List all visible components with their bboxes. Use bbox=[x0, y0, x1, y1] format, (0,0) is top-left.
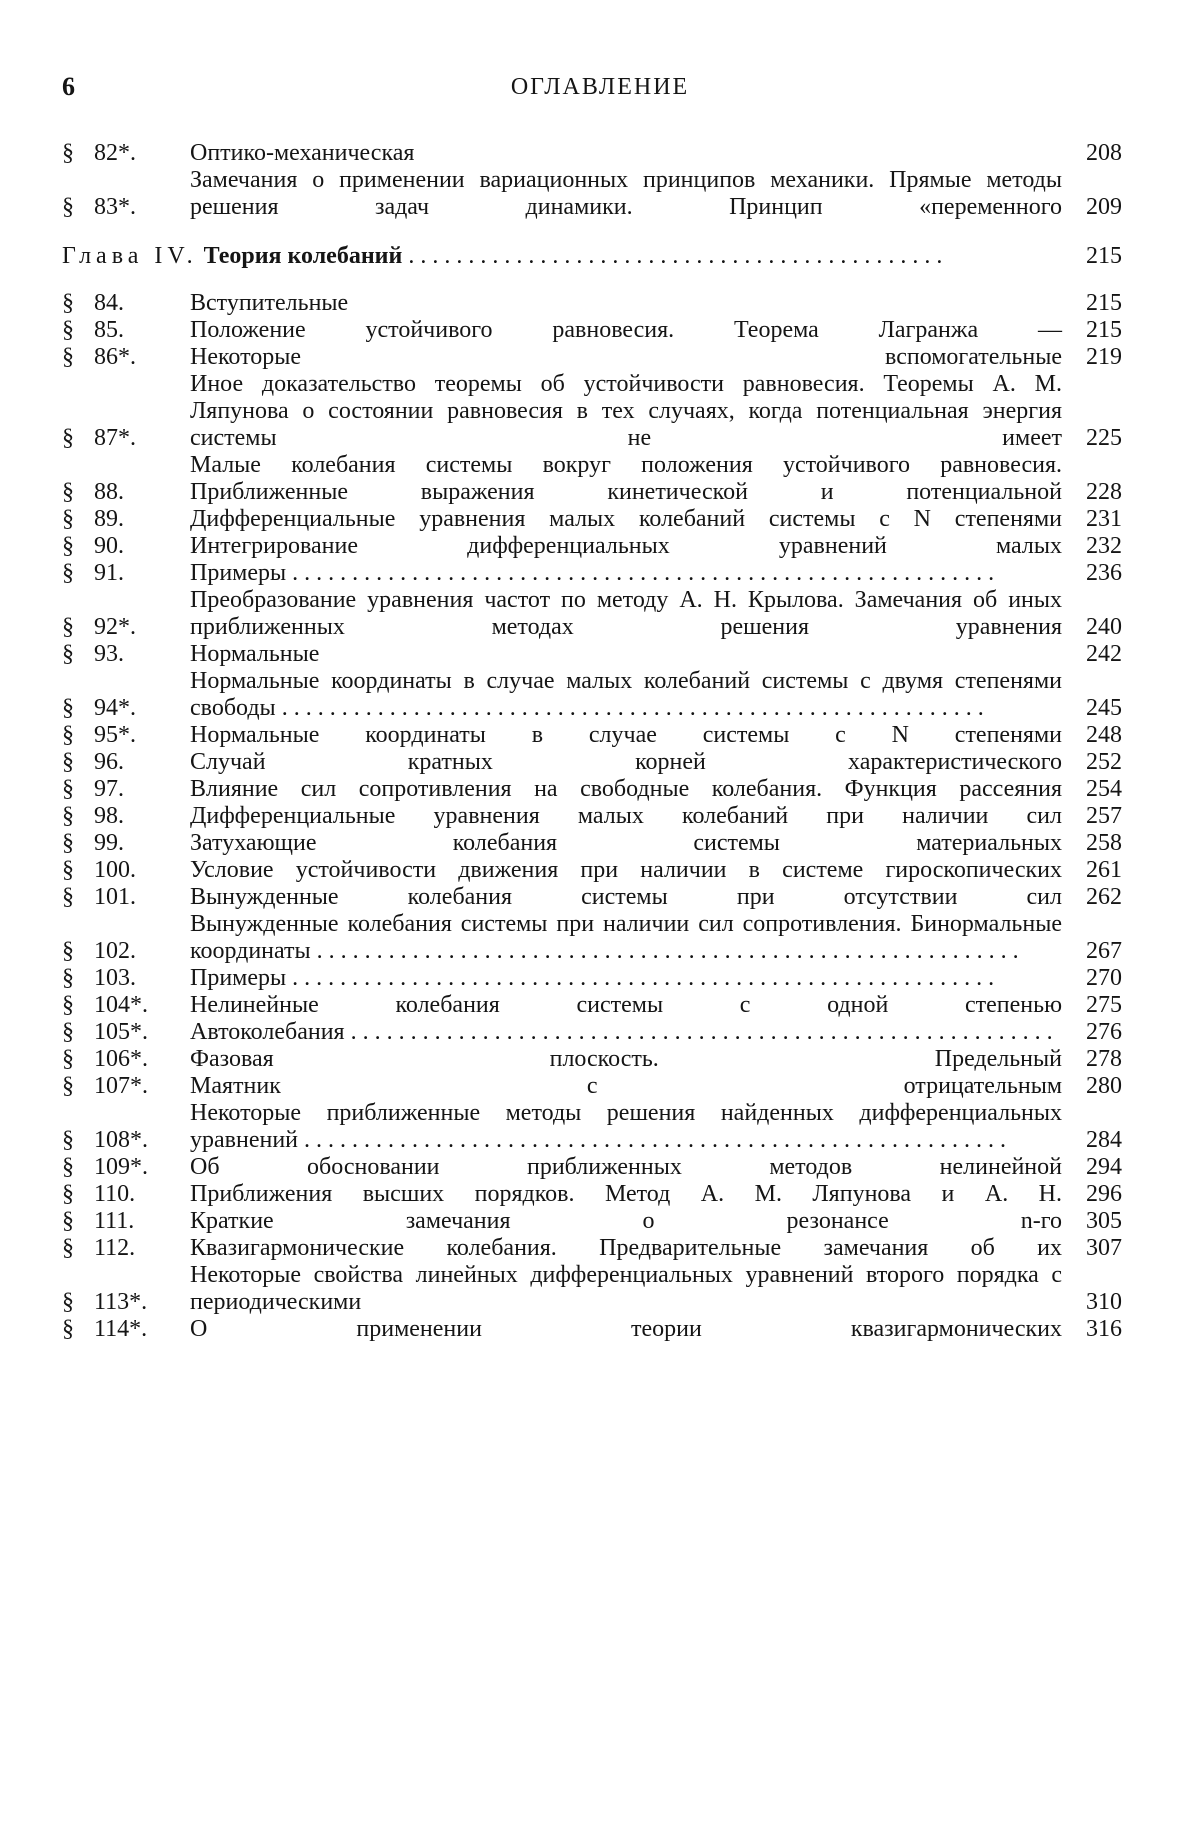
toc-entry bbox=[62, 1019, 1122, 1046]
page-ref: 225 bbox=[1086, 425, 1122, 451]
section-title: Вынужденные колебания системы при отсутствии сил . . . bbox=[190, 884, 1066, 911]
section-number: 88. bbox=[94, 479, 124, 505]
section-mark: § bbox=[62, 290, 74, 316]
section-mark: § bbox=[62, 1073, 74, 1099]
page-ref: 219 bbox=[1086, 344, 1122, 370]
section-mark: § bbox=[62, 1046, 74, 1072]
toc-entry bbox=[62, 1154, 1122, 1181]
toc-entry bbox=[62, 533, 1122, 560]
section-title: Нормальные координаты в случае системы с N степенями . . . bbox=[190, 722, 1066, 749]
toc-entry bbox=[62, 506, 1122, 533]
section-number: 99. bbox=[94, 830, 124, 856]
page-ref: 275 bbox=[1086, 992, 1122, 1018]
page-ref: 245 bbox=[1086, 695, 1122, 721]
section-mark: § bbox=[62, 695, 74, 721]
section-title: Условие устойчивости движения при наличии в системе гироскопических . . . bbox=[190, 857, 1066, 884]
chapter-page: 215 bbox=[1086, 243, 1122, 269]
section-number: 102. bbox=[94, 938, 136, 964]
toc-entry bbox=[62, 1208, 1122, 1235]
section-mark: § bbox=[62, 938, 74, 964]
section-mark: § bbox=[62, 776, 74, 802]
toc-entry bbox=[62, 776, 1122, 803]
page-ref: 232 bbox=[1086, 533, 1122, 559]
section-mark: § bbox=[62, 965, 74, 991]
section-mark: § bbox=[62, 1316, 74, 1342]
page-ref: 280 bbox=[1086, 1073, 1122, 1099]
section-number: 101. bbox=[94, 884, 136, 910]
section-title: Преобразование уравнения частот по методу А. Н. Крылова. Замечания об иных приближенных методах решения уравнения . . . bbox=[190, 587, 1066, 641]
section-mark: § bbox=[62, 344, 74, 370]
section-number: 98. bbox=[94, 803, 124, 829]
toc-entry bbox=[62, 965, 1122, 992]
toc-entry bbox=[62, 587, 1122, 641]
section-mark: § bbox=[62, 1208, 74, 1234]
section-title: Об обосновании приближенных методов нелинейной . . . bbox=[190, 1154, 1066, 1181]
toc-entry bbox=[62, 1181, 1122, 1208]
toc-entry bbox=[62, 1262, 1122, 1316]
section-number: 114*. bbox=[94, 1316, 148, 1342]
section-number: 105*. bbox=[94, 1019, 148, 1045]
section-title: Дифференциальные уравнения малых колебаний системы с N степенями . . . bbox=[190, 506, 1066, 533]
section-title: Фазовая плоскость. Предельный . . . bbox=[190, 1046, 1066, 1073]
section-number: 93. bbox=[94, 641, 124, 667]
chapter-heading bbox=[62, 243, 1122, 270]
section-mark: § bbox=[62, 830, 74, 856]
page-number: 6 bbox=[62, 72, 75, 101]
section-number: 112. bbox=[94, 1235, 136, 1261]
page-ref: 316 bbox=[1086, 1316, 1122, 1342]
section-title: Замечания о применении вариационных принципов механики. Прямые методы решения задач динамики. Принцип «переменного . . . bbox=[190, 167, 1066, 221]
section-mark: § bbox=[62, 506, 74, 532]
section-mark: § bbox=[62, 614, 74, 640]
page-ref: 305 bbox=[1086, 1208, 1122, 1234]
toc-entry bbox=[62, 317, 1122, 344]
section-number: 97. bbox=[94, 776, 124, 802]
section-mark: § bbox=[62, 857, 74, 883]
section-title: Некоторые свойства линейных дифференциальных уравнений второго порядка с периодическими . . . bbox=[190, 1262, 1066, 1316]
section-number: 94*. bbox=[94, 695, 136, 721]
section-title: Вступительные . . . bbox=[190, 290, 1066, 317]
section-title: Нелинейные колебания системы с одной степенью . . . bbox=[190, 992, 1066, 1019]
toc-entry bbox=[62, 1073, 1122, 1100]
section-mark: § bbox=[62, 1235, 74, 1261]
section-title: Затухающие колебания системы материальных . . . bbox=[190, 830, 1066, 857]
section-number: 84. bbox=[94, 290, 124, 316]
chapter-label: Глава IV. bbox=[62, 243, 198, 269]
section-mark: § bbox=[62, 1127, 74, 1153]
section-title: Приближения высших порядков. Метод А. М. Ляпунова и А. Н. . . . bbox=[190, 1181, 1066, 1208]
page-ref: 296 bbox=[1086, 1181, 1122, 1207]
section-title: О применении теории квазигармонических . . . bbox=[190, 1316, 1066, 1343]
toc-entry bbox=[62, 803, 1122, 830]
toc-entry bbox=[62, 1316, 1122, 1343]
page-ref: 248 bbox=[1086, 722, 1122, 748]
toc-entry bbox=[62, 992, 1122, 1019]
page-ref: 284 bbox=[1086, 1127, 1122, 1153]
section-number: 113*. bbox=[94, 1289, 148, 1315]
toc-entries-before bbox=[62, 140, 1122, 221]
page-ref: 278 bbox=[1086, 1046, 1122, 1072]
section-number: 95*. bbox=[94, 722, 136, 748]
section-title: Нормальные координаты в случае малых колебаний системы с двумя степенями свободы . . . bbox=[190, 668, 1066, 722]
toc-entry bbox=[62, 290, 1122, 317]
page-ref: 228 bbox=[1086, 479, 1122, 505]
section-title: Дифференциальные уравнения малых колебаний при наличии сил . . . bbox=[190, 803, 1066, 830]
section-title: Влияние сил сопротивления на свободные колебания. Функция рассеяния . . . bbox=[190, 776, 1066, 803]
section-title: Иное доказательство теоремы об устойчивости равновесия. Теоремы А. М. Ляпунова о состоянии равновесия в тех случаях, когда потенциальная энергия системы не имеет . . . bbox=[190, 371, 1066, 452]
toc-entry bbox=[62, 371, 1122, 452]
section-number: 85. bbox=[94, 317, 124, 343]
page-ref: 208 bbox=[1086, 140, 1122, 166]
page-ref: 258 bbox=[1086, 830, 1122, 856]
section-mark: § bbox=[62, 884, 74, 910]
toc-entry bbox=[62, 668, 1122, 722]
page-ref: 215 bbox=[1086, 317, 1122, 343]
page-ref: 294 bbox=[1086, 1154, 1122, 1180]
page-ref: 242 bbox=[1086, 641, 1122, 667]
section-mark: § bbox=[62, 140, 74, 166]
section-mark: § bbox=[62, 533, 74, 559]
section-title: Автоколебания . . . bbox=[190, 1019, 1066, 1046]
page-ref: 236 bbox=[1086, 560, 1122, 586]
section-mark: § bbox=[62, 722, 74, 748]
page-ref: 310 bbox=[1086, 1289, 1122, 1315]
page-ref: 262 bbox=[1086, 884, 1122, 910]
toc-entry bbox=[62, 857, 1122, 884]
section-mark: § bbox=[62, 1019, 74, 1045]
chapter-name: Теория колебаний bbox=[203, 243, 403, 269]
section-number: 83*. bbox=[94, 194, 136, 220]
page-ref: 307 bbox=[1086, 1235, 1122, 1261]
page-ref: 267 bbox=[1086, 938, 1122, 964]
section-number: 92*. bbox=[94, 614, 136, 640]
section-mark: § bbox=[62, 1289, 74, 1315]
section-number: 86*. bbox=[94, 344, 136, 370]
section-number: 100. bbox=[94, 857, 136, 883]
page-ref: 231 bbox=[1086, 506, 1122, 532]
page-ref: 252 bbox=[1086, 749, 1122, 775]
section-mark: § bbox=[62, 803, 74, 829]
page-ref: 270 bbox=[1086, 965, 1122, 991]
section-number: 109*. bbox=[94, 1154, 148, 1180]
page-ref: 209 bbox=[1086, 194, 1122, 220]
toc-entry bbox=[62, 344, 1122, 371]
section-number: 82*. bbox=[94, 140, 136, 166]
section-mark: § bbox=[62, 641, 74, 667]
toc-entry bbox=[62, 1235, 1122, 1262]
section-title: Оптико-механическая . . . bbox=[190, 140, 1066, 167]
section-title: Случай кратных корней характеристического . . . bbox=[190, 749, 1066, 776]
toc-entry bbox=[62, 830, 1122, 857]
section-mark: § bbox=[62, 425, 74, 451]
page-ref: 254 bbox=[1086, 776, 1122, 802]
toc-entry bbox=[62, 452, 1122, 506]
section-title: Вынужденные колебания системы при наличии сил сопротивления. Бинормальные координаты . . . bbox=[190, 911, 1066, 965]
section-number: 91. bbox=[94, 560, 124, 586]
section-title: Положение устойчивого равновесия. Теорема Лагранжа — . . . bbox=[190, 317, 1066, 344]
toc-entry bbox=[62, 560, 1122, 587]
section-mark: § bbox=[62, 749, 74, 775]
section-number: 96. bbox=[94, 749, 124, 775]
section-number: 110. bbox=[94, 1181, 136, 1207]
section-number: 87*. bbox=[94, 425, 136, 451]
toc-entry bbox=[62, 167, 1122, 221]
section-title: Нормальные . . . bbox=[190, 641, 1066, 668]
section-number: 89. bbox=[94, 506, 124, 532]
section-mark: § bbox=[62, 317, 74, 343]
page-ref: 257 bbox=[1086, 803, 1122, 829]
toc-entry bbox=[62, 911, 1122, 965]
table-of-contents bbox=[62, 140, 1122, 1343]
section-mark: § bbox=[62, 560, 74, 586]
section-mark: § bbox=[62, 1154, 74, 1180]
page-ref: 240 bbox=[1086, 614, 1122, 640]
section-number: 90. bbox=[94, 533, 124, 559]
section-title: Примеры . . . bbox=[190, 560, 1066, 587]
section-title: Маятник с отрицательным . . . bbox=[190, 1073, 1066, 1100]
toc-entry bbox=[62, 641, 1122, 668]
toc-entry bbox=[62, 884, 1122, 911]
section-title: Некоторые приближенные методы решения найденных дифференциальных уравнений . . . bbox=[190, 1100, 1066, 1154]
toc-entry bbox=[62, 722, 1122, 749]
section-title: Некоторые вспомогательные . . . bbox=[190, 344, 1066, 371]
page-header bbox=[0, 72, 1200, 108]
section-title: Интегрирование дифференциальных уравнений малых . . . bbox=[190, 533, 1066, 560]
running-title: ОГЛАВЛЕНИЕ bbox=[510, 74, 690, 100]
section-title: Краткие замечания о резонансе n-го . . . bbox=[190, 1208, 1066, 1235]
toc-entries-chapter bbox=[62, 290, 1122, 1343]
toc-entry bbox=[62, 1046, 1122, 1073]
page-ref: 276 bbox=[1086, 1019, 1122, 1045]
section-number: 104*. bbox=[94, 992, 148, 1018]
section-mark: § bbox=[62, 479, 74, 505]
section-title: Квазигармонические колебания. Предварительные замечания об их . . . bbox=[190, 1235, 1066, 1262]
section-number: 103. bbox=[94, 965, 136, 991]
section-number: 107*. bbox=[94, 1073, 148, 1099]
section-number: 111. bbox=[94, 1208, 135, 1234]
section-mark: § bbox=[62, 1181, 74, 1207]
section-title: Малые колебания системы вокруг положения устойчивого равновесия. Приближенные выражения кинетической и потенциальной . . . bbox=[190, 452, 1066, 506]
page-ref: 215 bbox=[1086, 290, 1122, 316]
section-number: 106*. bbox=[94, 1046, 148, 1072]
section-mark: § bbox=[62, 992, 74, 1018]
page-ref: 261 bbox=[1086, 857, 1122, 883]
toc-entry bbox=[62, 1100, 1122, 1154]
toc-entry bbox=[62, 749, 1122, 776]
section-number: 108*. bbox=[94, 1127, 148, 1153]
section-mark: § bbox=[62, 194, 74, 220]
toc-entry bbox=[62, 140, 1122, 167]
section-title: Примеры . . . bbox=[190, 965, 1066, 992]
